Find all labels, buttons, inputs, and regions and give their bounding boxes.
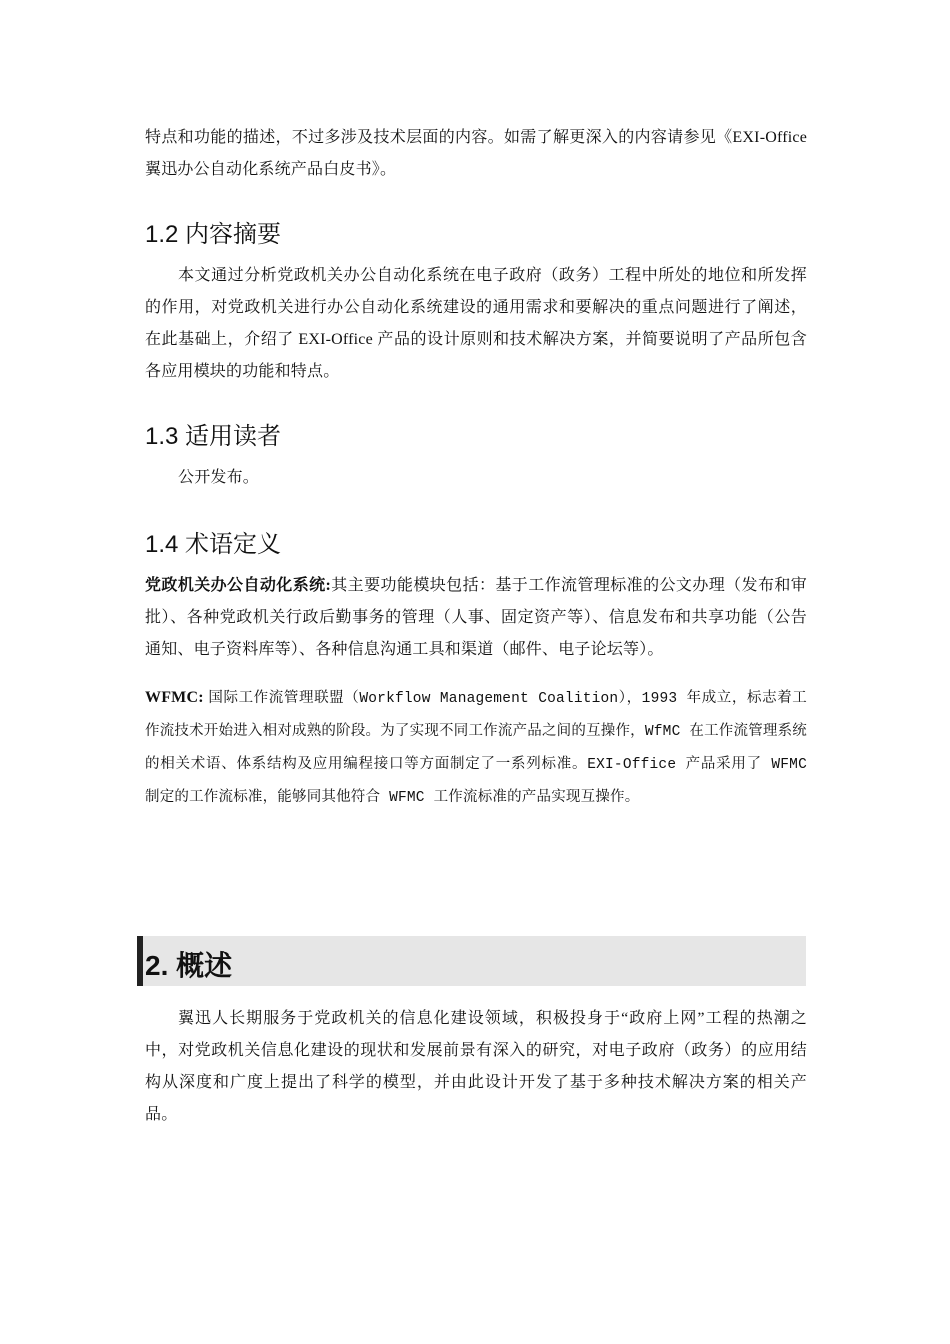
chapter-heading: 2. 概述 bbox=[145, 950, 233, 981]
section-heading: 1.2 内容摘要 bbox=[145, 221, 282, 248]
term-paragraph bbox=[145, 570, 807, 666]
section-1-3 bbox=[145, 416, 807, 451]
term-paragraph bbox=[145, 682, 807, 814]
paragraph: 本文通过分析党政机关办公自动化系统在电子政府（政务）工程中所处的地位和所发挥的作用，对党政机关进行办公自动化系统建设的通用需求和要解决的重点问题进行了阐述，在此基础上，介绍了 EXI-Office 产品的设计原则和技术解决方案，并简要说明了产品所包含各应用模块的功能和特点。 bbox=[145, 267, 807, 380]
section-1-4 bbox=[145, 524, 807, 559]
section-heading: 1.3 适用读者 bbox=[145, 423, 282, 450]
term-body: 其主要功能模块包括：基于工作流管理标准的公文办理（发布和审批）、各种党政机关行政后勤事务的管理（人事、固定资产等）、信息发布和共享功能（公告通知、电子资料库等）、各种信息沟通工具和渠道（邮件、电子论坛等）。 bbox=[145, 577, 807, 658]
intro-text: 特点和功能的描述，不过多涉及技术层面的内容。如需了解更深入的内容请参见《EXI-Office 翼迅办公自动化系统产品白皮书》。 bbox=[145, 129, 807, 178]
term-label: 党政机关办公自动化系统: bbox=[145, 577, 332, 594]
chapter-2-body bbox=[145, 1003, 807, 1131]
term-body: 国际工作流管理联盟（Workflow Management Coalition），1993 年成立，标志着工作流技术开始进入相对成熟的阶段。为了实现不同工作流产品之间的互操作，WfMC 在工作流管理系统的相关术语、体系结构及应用编程接口等方面制定了一系列标准。EXI-Office 产品采用了 WFMC 制定的工作流标准，能够同其他符合 WFMC 工作流标准的产品实现互操作。 bbox=[145, 691, 807, 806]
term-definition-oa bbox=[145, 570, 807, 666]
paragraph: 翼迅人长期服务于党政机关的信息化建设领域，积极投身于“政府上网”工程的热潮之中，对党政机关信息化建设的现状和发展前景有深入的研究，对电子政府（政务）的应用结构从深度和广度上提出了科学的模型，并由此设计开发了基于多种技术解决方案的相关产品。 bbox=[145, 1010, 807, 1123]
paragraph: 公开发布。 bbox=[178, 469, 260, 486]
term-definition-wfmc bbox=[145, 682, 807, 814]
term-label: WFMC: bbox=[145, 689, 204, 706]
section-1-2 bbox=[145, 214, 807, 249]
chapter-heading-bar bbox=[137, 936, 806, 986]
section-heading: 1.4 术语定义 bbox=[145, 531, 282, 558]
intro-paragraph bbox=[145, 122, 807, 186]
section-1-3-body bbox=[145, 462, 807, 494]
section-1-2-body bbox=[145, 260, 807, 388]
